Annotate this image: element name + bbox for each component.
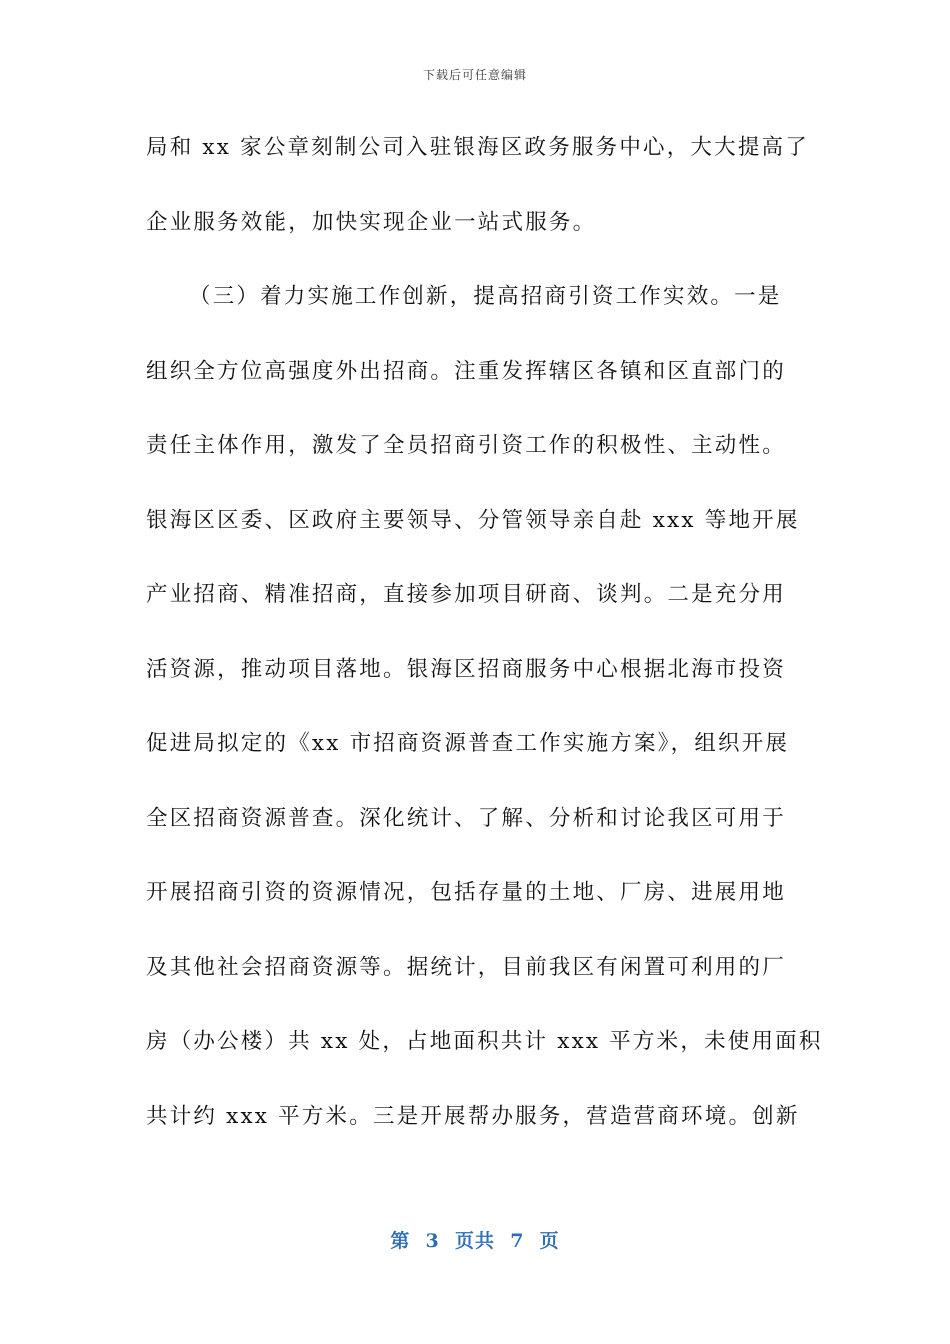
paragraph-line: 企业服务效能，加快实现企业一站式服务。	[146, 209, 597, 235]
paragraph-line: 责任主体作用，激发了全员招商引资工作的积极性、主动性。	[146, 433, 786, 458]
paragraph-line: 产业招商、精准招商，直接参加项目研商、谈判。二是充分用	[146, 582, 786, 607]
page-header-note: 下载后可任意编辑	[422, 68, 527, 82]
paragraph-line: 及其他社会招商资源等。据统计，目前我区有闲置可利用的厂	[146, 954, 786, 980]
paragraph-line: 共计约 xxx 平方米。三是开展帮办服务，营造营商环境。创新	[146, 1103, 800, 1129]
paragraph-line: 组织全方位高强度外出招商。注重发挥辖区各镇和区直部门的	[146, 358, 786, 384]
paragraph-line: 银海区区委、区政府主要领导、分管领导亲自赴 xxx 等地开展	[146, 507, 800, 533]
paragraph-line: 房（办公楼）共 xx 处，占地面积共计 xxx 平方米，未使用面积	[146, 1029, 823, 1054]
paragraph-line: 全区招商资源普查。深化统计、了解、分析和讨论我区可用于	[146, 805, 786, 831]
paragraph-line: 促进局拟定的《xx 市招商资源普查工作实施方案》，组织开展	[146, 731, 790, 756]
page-number-footer: 第 3 页共 7 页	[390, 1230, 560, 1252]
paragraph-line: （三）着力实施工作创新，提高招商引资工作实效。一是	[189, 284, 782, 309]
document-body	[146, 118, 823, 1161]
paragraph-line: 开展招商引资的资源情况，包括存量的土地、厂房、进展用地	[146, 880, 786, 905]
paragraph-line: 活资源，推动项目落地。银海区招商服务中心根据北海市投资	[146, 656, 786, 682]
paragraph-line: 局和 xx 家公章刻制公司入驻银海区政务服务中心，大大提高了	[146, 135, 809, 160]
